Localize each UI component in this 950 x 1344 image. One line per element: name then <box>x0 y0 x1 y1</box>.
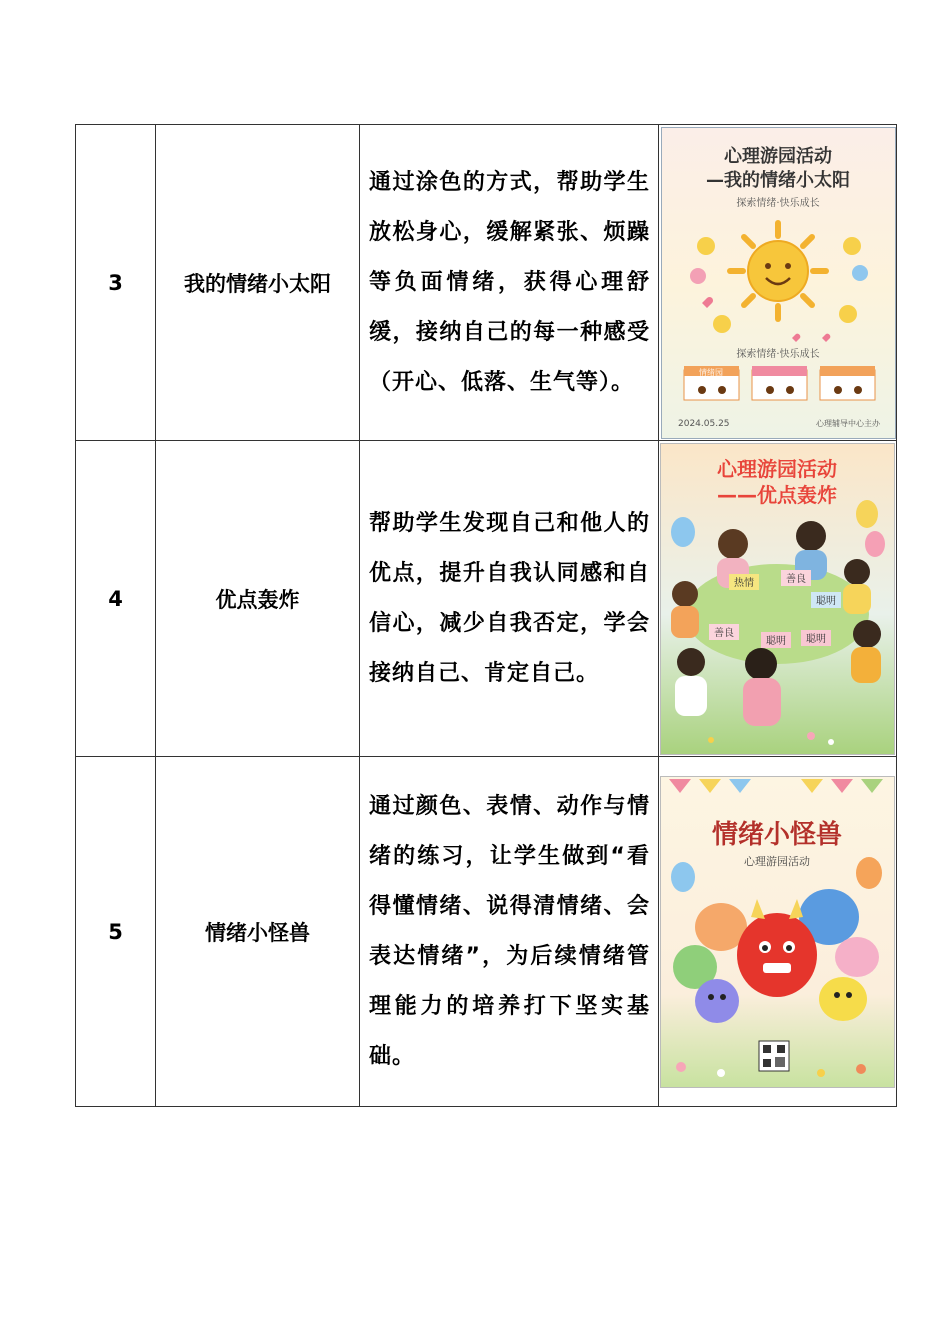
poster-title-line1: 心理游园活动 <box>717 456 837 481</box>
row-number: 3 <box>76 125 156 441</box>
card-label: 善良 <box>786 573 806 585</box>
card-label: 聪明 <box>816 595 836 607</box>
card-label: 聪明 <box>806 633 826 645</box>
poster-organizer: 心理辅导中心主办 <box>816 419 880 428</box>
row-number: 4 <box>76 441 156 757</box>
poster-subtitle: 探索情绪·快乐成长 <box>736 198 820 209</box>
poster-title: 情绪小怪兽 <box>711 819 843 850</box>
poster-cell <box>659 757 897 1107</box>
booth-illustration <box>684 366 875 400</box>
sun-poster-image <box>661 127 896 439</box>
poster-title-line2: ——优点轰炸 <box>717 482 837 507</box>
poster-cell <box>659 441 897 757</box>
table-row <box>76 441 897 757</box>
monster-poster-image <box>660 776 895 1088</box>
card-label: 热情 <box>734 577 754 589</box>
booth-label: 情绪园 <box>699 368 723 377</box>
qr-code-icon <box>759 1041 789 1071</box>
poster-title-line2: —我的情绪小太阳 <box>706 170 850 191</box>
activity-description: 帮助学生发现自己和他人的优点，提升自我认同感和自信心，减少自我否定，学会接纳自己、肯定自己。 <box>360 441 659 757</box>
activity-description: 通过涂色的方式，帮助学生放松身心，缓解紧张、烦躁等负面情绪，获得心理舒缓，接纳自己的每一种感受（开心、低落、生气等）。 <box>360 125 659 441</box>
activity-name: 情绪小怪兽 <box>156 757 360 1107</box>
poster-date: 2024.05.25 <box>678 419 730 429</box>
poster-subtitle: 心理游园活动 <box>744 854 810 868</box>
card-label: 善良 <box>714 627 734 639</box>
table-row <box>76 757 897 1107</box>
sun-icon <box>730 223 826 319</box>
card-label: 聪明 <box>766 635 786 647</box>
activity-name: 我的情绪小太阳 <box>156 125 360 441</box>
poster-title-line1: 心理游园活动 <box>724 146 832 167</box>
poster-subtitle-2: 探索情绪·快乐成长 <box>736 349 820 360</box>
table-row <box>76 125 897 441</box>
row-number: 5 <box>76 757 156 1107</box>
activity-description: 通过颜色、表情、动作与情绪的练习，让学生做到“看得懂情绪、说得清情绪、会表达情绪”，为后续情绪管理能力的培养打下坚实基础。 <box>360 757 659 1107</box>
activity-table <box>75 124 897 1107</box>
activity-name: 优点轰炸 <box>156 441 360 757</box>
strengths-poster-image <box>660 443 895 755</box>
poster-cell <box>659 125 897 441</box>
